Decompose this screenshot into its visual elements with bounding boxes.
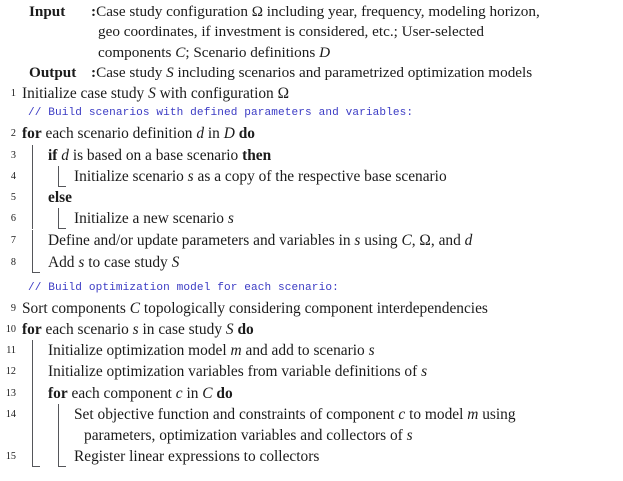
line-content-5 <box>16 187 623 208</box>
line-number-5: 5 <box>10 192 16 203</box>
output-label: Output <box>29 63 77 81</box>
line-number-2: 2 <box>10 128 16 140</box>
var-S: S <box>166 63 174 81</box>
algorithm-line-13 <box>0 383 623 404</box>
keyword-do: do <box>237 321 254 339</box>
input-row <box>0 2 623 22</box>
input-label: Input <box>29 3 66 20</box>
algorithm-line-1 <box>0 83 623 104</box>
line-content-11: Initialize optimization model m and add to scenario s <box>16 340 623 361</box>
line-14-part-2: parameters, optimization variables and collectors of s <box>84 427 413 445</box>
indent-guide-level-1 <box>32 361 33 382</box>
line-number-14: 14 <box>5 408 16 420</box>
input-text-line-2: geo coordinates, if investment is considered, etc.; User-selected <box>98 23 484 41</box>
algorithm-line-15 <box>0 446 623 467</box>
line-number-6: 6 <box>10 213 16 225</box>
line-content-10: for each scenario s in case study S do <box>22 321 254 339</box>
comment-build-model-row <box>0 279 623 298</box>
keyword-if: if <box>48 146 58 164</box>
line-number-3: 3 <box>10 149 16 161</box>
line-number-13: 13 <box>5 387 16 399</box>
algorithm-line-12 <box>0 361 623 382</box>
algorithm-io-header <box>0 0 623 83</box>
algorithm-line-8 <box>0 252 623 273</box>
comment-build-scenarios-row <box>0 104 623 123</box>
input-colon: : <box>91 3 97 20</box>
comment-build-optimization-model: // Build optimization model for each scenario: <box>28 281 339 294</box>
algorithm-line-10 <box>0 319 623 340</box>
keyword-do: do <box>216 384 233 402</box>
input-text-line-1: Case study configuration Ω including year, frequency, modeling horizon, <box>96 3 540 20</box>
indent-guide-level-1 <box>32 230 33 251</box>
line-content-14 <box>16 404 623 446</box>
algorithm-line-4 <box>0 166 623 187</box>
output-row <box>0 63 623 83</box>
line-number-4: 4 <box>10 170 16 182</box>
algorithm-line-5 <box>0 187 623 208</box>
algorithm-line-9 <box>0 298 623 319</box>
indent-guide-level-1 <box>32 166 33 187</box>
indent-guide-level-1 <box>32 252 33 273</box>
line-number-7: 7 <box>10 235 16 247</box>
indent-guide-level-2 <box>58 208 59 229</box>
keyword-then: then <box>242 146 272 164</box>
keyword-else: else <box>48 189 72 206</box>
line-content-7: Define and/or update parameters and variables in s using C, Ω, and d <box>16 230 623 251</box>
keyword-for: for <box>22 125 42 143</box>
indent-guide-level-1 <box>32 383 33 404</box>
line-content-13: for each component c in C do <box>16 383 623 404</box>
line-number-9: 9 <box>10 302 16 314</box>
line-number-1: 1 <box>10 88 16 100</box>
input-text-line-3: components C; Scenario definitions D <box>98 43 331 61</box>
keyword-for: for <box>22 321 42 339</box>
output-text-line-1: Case study S including scenarios and parametrized optimization models <box>96 63 533 81</box>
line-content-8: Add s to case study S <box>16 252 623 273</box>
line-content-2: for each scenario definition d in D do <box>22 125 255 143</box>
algorithm-line-11 <box>0 340 623 361</box>
line-number-8: 8 <box>10 256 16 268</box>
line-content-6: Initialize a new scenario s <box>16 208 623 229</box>
var-D: D <box>319 43 331 61</box>
comment-build-scenarios: // Build scenarios with defined parameters and variables: <box>28 107 414 120</box>
indent-guide-level-2 <box>58 404 59 446</box>
line-content-4: Initialize scenario s as a copy of the respective base scenario <box>16 166 623 187</box>
line-14-part-1: Set objective function and constraints of component c to model m using <box>74 405 516 423</box>
symbol-omega: Ω <box>277 85 290 103</box>
indent-guide-level-1 <box>32 446 33 467</box>
indent-guide-level-2 <box>58 446 59 467</box>
indent-guide-level-1 <box>32 208 33 229</box>
indent-guide-level-2 <box>58 166 59 187</box>
line-content-15: Register linear expressions to collectors <box>16 446 623 467</box>
indent-guide-level-1 <box>32 340 33 361</box>
line-content-12: Initialize optimization variables from variable definitions of s <box>16 361 623 382</box>
line-number-15: 15 <box>5 451 16 463</box>
keyword-for: for <box>48 384 68 402</box>
algorithm-line-7 <box>0 230 623 251</box>
indent-guide-level-1 <box>32 187 33 208</box>
algorithm-line-3 <box>0 145 623 166</box>
keyword-do: do <box>238 125 255 143</box>
algorithm-line-6 <box>0 208 623 229</box>
line-content-9: Sort components C topologically considering component interdependencies <box>22 299 488 317</box>
line-content-1: Initialize case study S with configuration Ω <box>22 85 290 103</box>
algorithm-line-14 <box>0 404 623 446</box>
algorithm-line-2 <box>0 123 623 144</box>
indent-guide-level-1 <box>32 404 33 446</box>
var-C: C <box>175 43 186 61</box>
line-number-11: 11 <box>6 345 16 357</box>
indent-guide-level-1 <box>32 145 33 166</box>
output-colon: : <box>91 63 97 81</box>
symbol-omega: Ω <box>419 232 431 250</box>
algorithm-outer-loop-close <box>0 467 623 477</box>
line-content-3: if d is based on a base scenario then <box>16 145 623 166</box>
line-number-10: 10 <box>5 324 16 336</box>
line-number-12: 12 <box>5 366 16 378</box>
